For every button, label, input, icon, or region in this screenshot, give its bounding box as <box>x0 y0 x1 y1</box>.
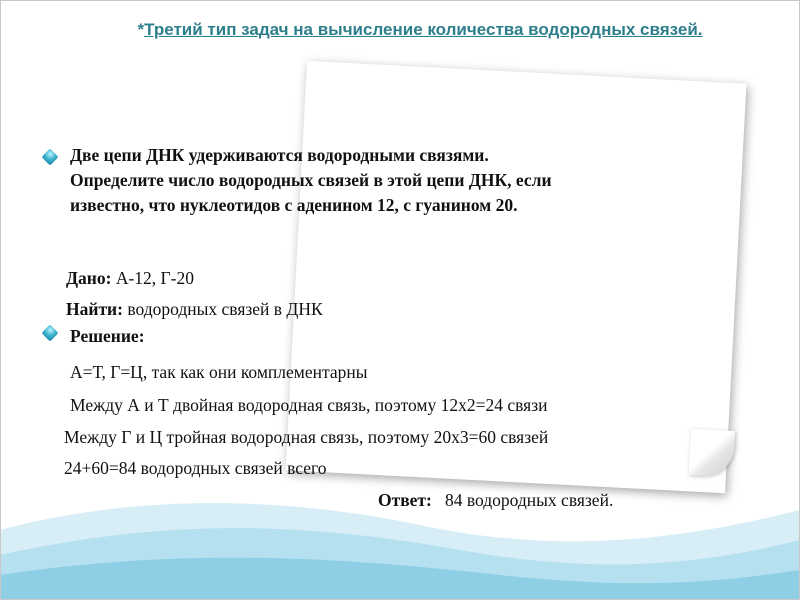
find-label: Найти: <box>66 299 123 319</box>
solution-label: Решение: <box>70 326 145 346</box>
answer-line <box>378 488 613 512</box>
solution-line: 24+60=84 водородных связей всего <box>64 458 327 478</box>
task-line: Две цепи ДНК удерживаются водородными связями. <box>70 145 489 165</box>
task-statement <box>70 143 770 218</box>
task-line: известно, что нуклеотидов с аденином 12, с гуанином 20. <box>70 195 518 215</box>
solution-line: Между Г и Ц тройная водородная связь, поэтому 20х3=60 связей <box>64 427 549 447</box>
title-text: Третий тип задач на вычисление количества водородных связей. <box>144 20 703 39</box>
bullet-diamond-icon <box>42 325 59 342</box>
given-label: Дано: <box>66 268 112 288</box>
answer-label: Ответ: <box>378 490 432 510</box>
find-value: водородных связей в ДНК <box>122 299 323 319</box>
find-line <box>66 297 323 321</box>
title-asterisk: * <box>137 20 145 39</box>
given-line <box>66 266 194 290</box>
solution-line: А=Т, Г=Ц, так как они комплементарны <box>70 362 368 382</box>
given-value: А-12, Г-20 <box>111 268 194 288</box>
bullet-diamond-icon <box>42 149 59 166</box>
task-line: Определите число водородных связей в этой цепи ДНК, если <box>70 170 552 190</box>
answer-value: 84 водородных связей. <box>431 490 614 510</box>
solution-line: Между А и Т двойная водородная связь, поэтому 12х2=24 связи <box>70 395 548 415</box>
